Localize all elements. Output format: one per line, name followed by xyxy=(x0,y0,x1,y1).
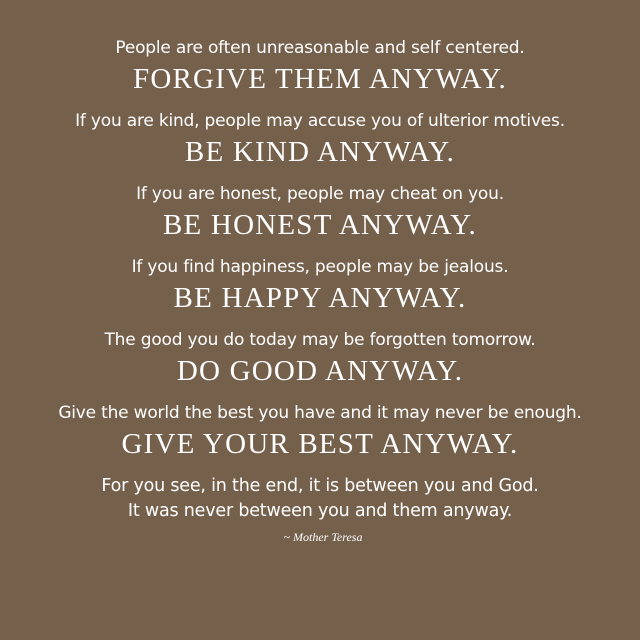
verse-3-emphasis: BE HONEST ANYWAY. xyxy=(163,209,477,241)
verse-1-emphasis: FORGIVE THEM ANYWAY. xyxy=(133,63,507,95)
verse-5 xyxy=(0,328,640,390)
verse-3 xyxy=(0,182,640,244)
verse-4 xyxy=(0,255,640,317)
closing-line-2: It was never between you and them anyway. xyxy=(127,501,513,521)
verse-5-emphasis: DO GOOD ANYWAY. xyxy=(176,355,464,387)
verse-1 xyxy=(0,36,640,98)
verse-4-emphasis: BE HAPPY ANYWAY. xyxy=(173,282,467,314)
verse-2 xyxy=(0,109,640,171)
verse-6-emphasis: GIVE YOUR BEST ANYWAY. xyxy=(121,428,519,460)
closing-stanza xyxy=(0,474,640,524)
verse-2-emphasis: BE KIND ANYWAY. xyxy=(184,136,456,168)
verse-4-line: If you find happiness, people may be jealous. xyxy=(131,257,509,277)
verse-6-line: Give the world the best you have and it may never be enough. xyxy=(58,403,582,423)
verse-3-line: If you are honest, people may cheat on you. xyxy=(136,184,504,204)
closing-line-1: For you see, in the end, it is between you and God. xyxy=(101,476,539,496)
verse-2-line: If you are kind, people may accuse you of ulterior motives. xyxy=(75,111,565,131)
verse-6 xyxy=(0,401,640,463)
verse-1-line: People are often unreasonable and self centered. xyxy=(115,38,525,58)
author-signature: ~ Mother Teresa xyxy=(283,530,363,544)
verse-5-line: The good you do today may be forgotten tomorrow. xyxy=(104,330,536,350)
